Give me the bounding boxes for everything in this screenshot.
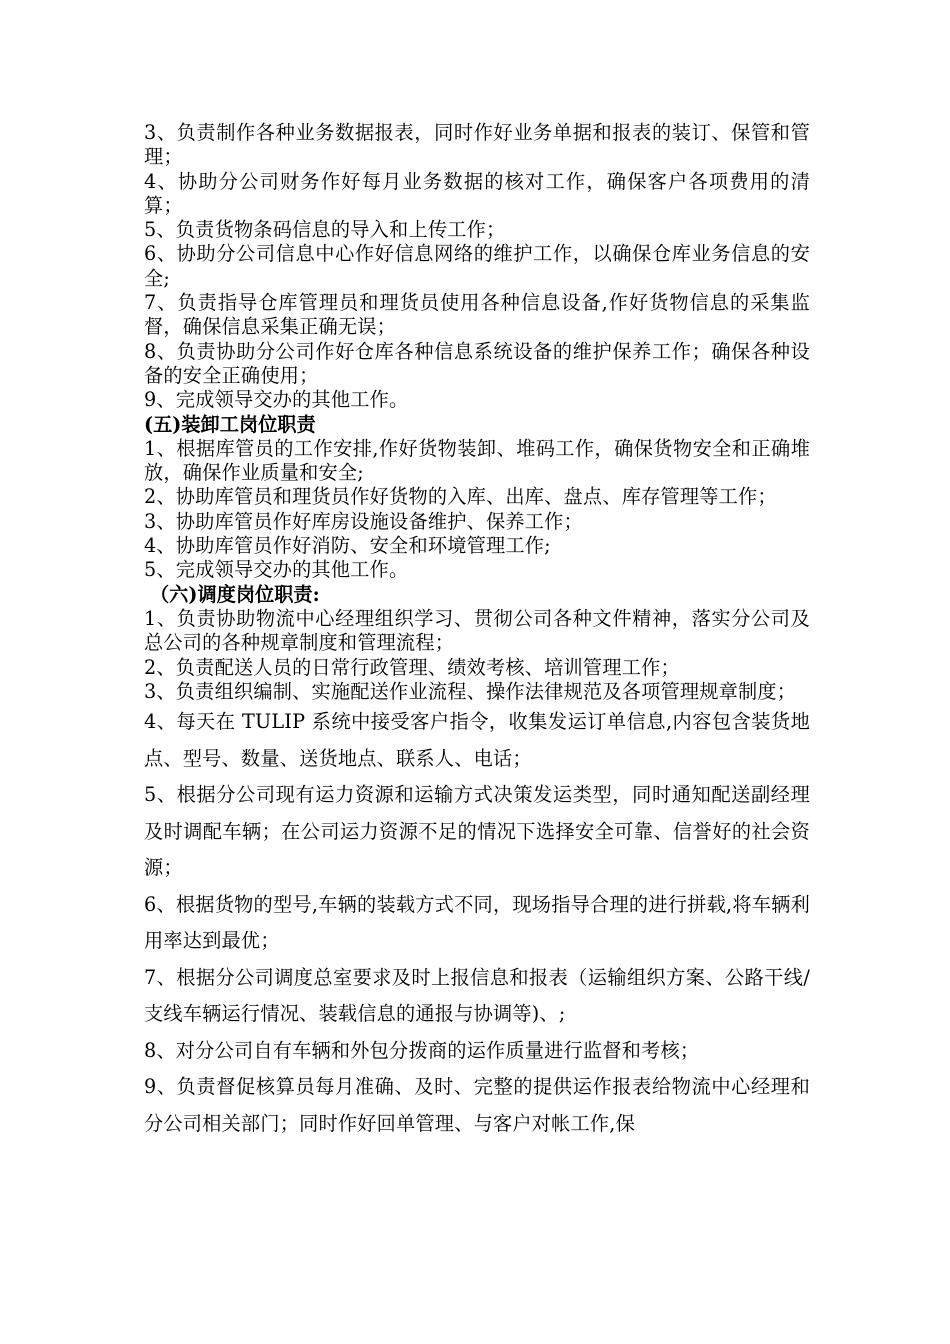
paragraph-item: 3、负责组织编制、实施配送作业流程、操作法律规范及各项管理规章制度； bbox=[144, 679, 797, 703]
paragraph-item: 7、负责指导仓库管理员和理货员使用各种信息设备,作好货物信息的采集监督，确保信息采集正确无误； bbox=[144, 291, 810, 339]
paragraph-item: 8、对分公司自有车辆和外包分拨商的运作质量进行监督和考核； bbox=[144, 1038, 700, 1062]
section-heading-5: (五)装卸工岗位职责 bbox=[144, 412, 316, 436]
paragraph-item: 3、协助库管员作好库房设施设备维护、保养工作； bbox=[144, 509, 583, 533]
paragraph-item: 4、协助分公司财务作好每月业务数据的核对工作，确保客户各项费用的清算； bbox=[144, 169, 810, 217]
paragraph-item: 4、每天在 TULIP 系统中接受客户指令，收集发运订单信息,内容包含装货地点、型号、数量、送货地点、联系人、电话； bbox=[144, 710, 810, 770]
paragraph-item: 5、根据分公司现有运力资源和运输方式决策发运类型，同时通知配送副经理及时调配车辆；在公司运力资源不足的情况下选择安全可靠、信誉好的社会资源； bbox=[144, 783, 810, 880]
paragraph-item: 4、协助库管员作好消防、安全和环境管理工作; bbox=[144, 534, 551, 558]
paragraph-item: 5、完成领导交办的其他工作。 bbox=[144, 558, 409, 582]
paragraph-item: 8、负责协助分公司作好仓库各种信息系统设备的维护保养工作；确保各种设备的安全正确使用； bbox=[144, 339, 810, 387]
section-heading-6: （六)调度岗位职责: bbox=[150, 582, 320, 606]
paragraph-item: 1、根据库管员的工作安排,作好货物装卸、堆码工作，确保货物安全和正确堆放，确保作业质量和安全; bbox=[144, 436, 810, 485]
paragraph-item: 3、负责制作各种业务数据报表，同时作好业务单据和报表的装订、保管和管理； bbox=[144, 121, 810, 169]
paragraph-item: 5、负责货物条码信息的导入和上传工作； bbox=[144, 218, 506, 242]
paragraph-item: 6、协助分公司信息中心作好信息网络的维护工作，以确保仓库业务信息的安全; bbox=[144, 242, 810, 290]
paragraph-item: 1、负责协助物流中心经理组织学习、贯彻公司各种文件精神，落实分公司及总公司的各种规章制度和管理流程； bbox=[144, 606, 810, 655]
paragraph-item: 9、完成领导交办的其他工作。 bbox=[144, 388, 409, 412]
paragraph-item: 6、根据货物的型号,车辆的装载方式不同，现场指导合理的进行拼载,将车辆利用率达到最优； bbox=[144, 892, 810, 953]
paragraph-item: 2、负责配送人员的日常行政管理、绩效考核、培训管理工作； bbox=[144, 655, 680, 679]
paragraph-item: 2、协助库管员和理货员作好货物的入库、出库、盘点、库存管理等工作； bbox=[144, 485, 777, 509]
paragraph-item: 7、根据分公司调度总室要求及时上报信息和报表（运输组织方案、公路干线/支线车辆运行情况、装载信息的通报与协调等)、; bbox=[144, 965, 810, 1026]
paragraph-item: 9、负责督促核算员每月准确、及时、完整的提供运作报表给物流中心经理和分公司相关部门；同时作好回单管理、与客户对帐工作,保 bbox=[144, 1075, 810, 1135]
